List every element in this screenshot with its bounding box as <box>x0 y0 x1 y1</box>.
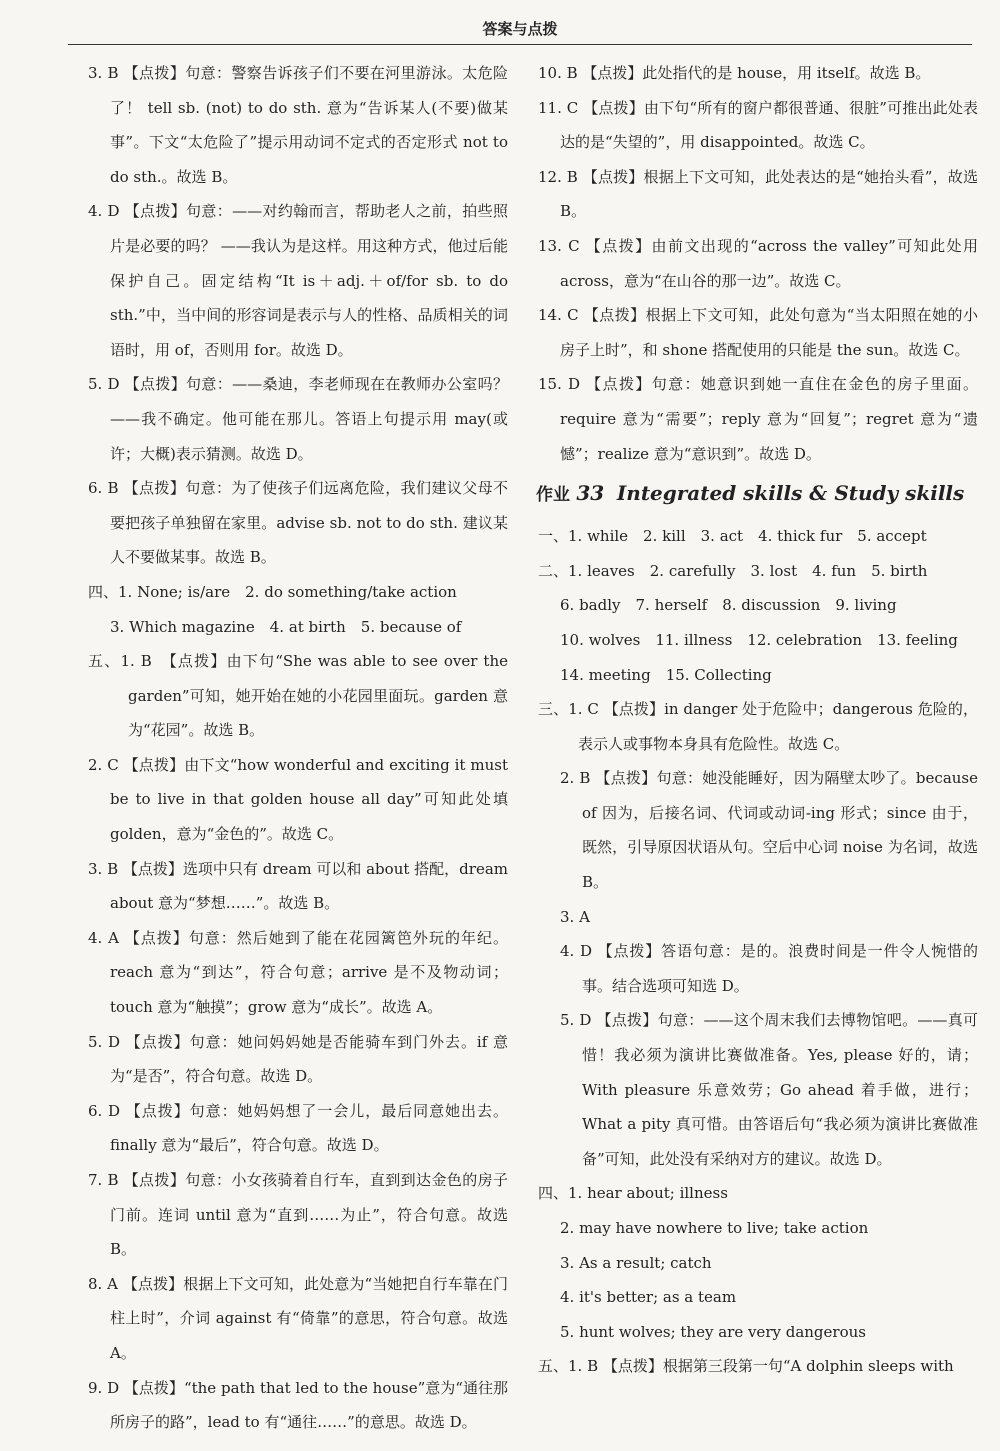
left-column <box>88 56 508 1440</box>
answer-item: 4. D 【点拨】答语句意：是的。浪费时间是一件令人惋惜的事。结合选项可知选 D。 <box>560 942 978 995</box>
right-column <box>538 56 978 1384</box>
answer-item: 2. C 【点拨】由下文“how wonderful and exciting it must be to live in that golden house all day”可知此处填 golden，意为“金色的”。故选 C。 <box>88 755 508 844</box>
answer-item: 6. B 【点拨】句意：为了使孩子们远离危险，我们建议父母不要把孩子单独留在家里。advise sb. not to do sth. 建议某人不要做某事。故选 B。 <box>88 479 508 567</box>
answer-item: 一、1. while 2. kill 3. act 4. thick fur 5. accept <box>538 527 927 546</box>
answer-item: 2. B 【点拨】句意：她没能睡好，因为隔壁太吵了。because of 因为，后接名词、代词或动词-ing 形式；since 由于，既然，引导原因状语从句。空后中心词 noise 为名词，故选 B。 <box>560 769 978 892</box>
answer-item: 5. D 【点拨】句意：——这个周末我们去博物馆吧。——真可惜！我必须为演讲比赛做准备。Yes, please 好的，请；With pleasure 乐意效劳；Go ahead 着手做，进行；What a pity 真可惜。由答语后句“我必须为演讲比赛做准备”可知，此处没有采纳对方的建议。故选 D。 <box>560 1011 978 1168</box>
answer-item: 10. B 【点拨】此处指代的是 house，用 itself。故选 B。 <box>538 64 931 82</box>
answer-item: 3. B 【点拨】句意：警察告诉孩子们不要在河里游泳。太危险了！ tell sb. (not) to do sth. 意为“告诉某人(不要)做某事”。下文“太危险了”提示用动词不定式的否定形式 not to do sth.。故选 B。 <box>88 64 508 186</box>
answer-item: 5. D 【点拨】句意：她问妈妈她是否能骑车到门外去。if 意为“是否”，符合句意。故选 D。 <box>88 1032 508 1086</box>
answer-item: 14. C 【点拨】根据上下文可知，此处句意为“当太阳照在她的小房子上时”，和 shone 搭配使用的只能是 the sun。故选 C。 <box>538 306 978 359</box>
answer-item: 14. meeting 15. Collecting <box>560 665 772 684</box>
answer-item: 3. As a result; catch <box>560 1253 712 1272</box>
answer-item: 10. wolves 11. illness 12. celebration 13. feeling <box>560 630 958 649</box>
answer-item: 五、1. B 【点拨】根据第三段第一句“A dolphin sleeps with <box>538 1357 954 1376</box>
answer-item: 6. D 【点拨】句意：她妈妈想了一会儿，最后同意她出去。finally 意为“最后”，符合句意。故选 D。 <box>88 1101 508 1155</box>
section-title-en: Integrated skills & Study skills <box>616 481 965 506</box>
answer-item: 8. A 【点拨】根据上下文可知，此处意为“当她把自行车靠在门柱上时”，介词 against 有“倚靠”的意思，符合句意。故选 A。 <box>88 1274 508 1362</box>
answer-item: 3. B 【点拨】选项中只有 dream 可以和 about 搭配，dream about 意为“梦想……”。故选 B。 <box>88 859 508 913</box>
answer-item: 7. B 【点拨】句意：小女孩骑着自行车，直到到达金色的房子门前。连词 until 意为“直到……为止”，符合句意。故选 B。 <box>88 1171 508 1259</box>
answer-item: 五、1. B 【点拨】由下句“She was able to see over the garden”可知，她开始在她的小花园里面玩。garden 意为“花园”。故选 B。 <box>88 652 508 740</box>
section-title-zh: 作业 <box>536 485 570 506</box>
answer-item: 4. D 【点拨】句意：——对约翰而言，帮助老人之前，拍些照片是必要的吗？ ——我认为是这样。用这种方式，他过后能保护自己。固定结构“It is＋adj.＋of/for sb. to do sth.”中，当中间的形容词是表示与人的性格、品质相关的词语时，用 of，否则用 for。故选 D。 <box>88 202 508 359</box>
section-title-number: 33 <box>576 481 605 506</box>
answer-item: 3. A <box>560 907 590 926</box>
answer-item: 2. may have nowhere to live; take action <box>560 1219 869 1237</box>
section-title <box>536 473 978 515</box>
answer-item: 4. A 【点拨】句意：然后她到了能在花园篱笆外玩的年纪。reach 意为“到达”，符合句意；arrive 是不及物动词；touch 意为“触摸”；grow 意为“成长”。故选 A。 <box>88 928 508 1017</box>
answer-item: 3. Which magazine 4. at birth 5. because of <box>110 617 462 636</box>
answer-item: 13. C 【点拨】由前文出现的“across the valley”可知此处用 across，意为“在山谷的那一边”。故选 C。 <box>538 236 978 290</box>
answer-item: 4. it's better; as a team <box>560 1288 737 1307</box>
answer-item: 5. D 【点拨】句意：——桑迪，李老师现在在教师办公室吗？ ——我不确定。他可能在那儿。答语上句提示用 may(或许；大概)表示猜测。故选 D。 <box>88 375 508 463</box>
page-header: 答案与点拨 <box>68 14 972 45</box>
answer-item: 11. C 【点拨】由下句“所有的窗户都很普通、很脏”可推出此处表达的是“失望的”，用 disappointed。故选 C。 <box>538 98 978 152</box>
answer-item: 6. badly 7. herself 8. discussion 9. living <box>560 596 897 615</box>
answer-item: 9. D 【点拨】“the path that led to the house”意为“通往那所房子的路”，lead to 有“通往……”的意思。故选 D。 <box>88 1378 508 1432</box>
answer-item: 15. D 【点拨】句意：她意识到她一直住在金色的房子里面。require 意为“需要”；reply 意为“回复”；regret 意为“遗憾”；realize 意为“意识到”。故选 D。 <box>538 375 978 463</box>
answer-item: 二、1. leaves 2. carefully 3. lost 4. fun 5. birth <box>538 561 928 580</box>
answer-item: 5. hunt wolves; they are very dangerous <box>560 1322 866 1341</box>
answer-item: 12. B 【点拨】根据上下文可知，此处表达的是“她抬头看”，故选 B。 <box>538 167 978 221</box>
answer-item: 三、1. C 【点拨】in danger 处于危险中；dangerous 危险的，表示人或事物本身具有危险性。故选 C。 <box>538 700 978 753</box>
answer-item: 四、1. None; is/are 2. do something/take action <box>88 582 457 601</box>
answer-item: 四、1. hear about; illness <box>538 1184 728 1203</box>
